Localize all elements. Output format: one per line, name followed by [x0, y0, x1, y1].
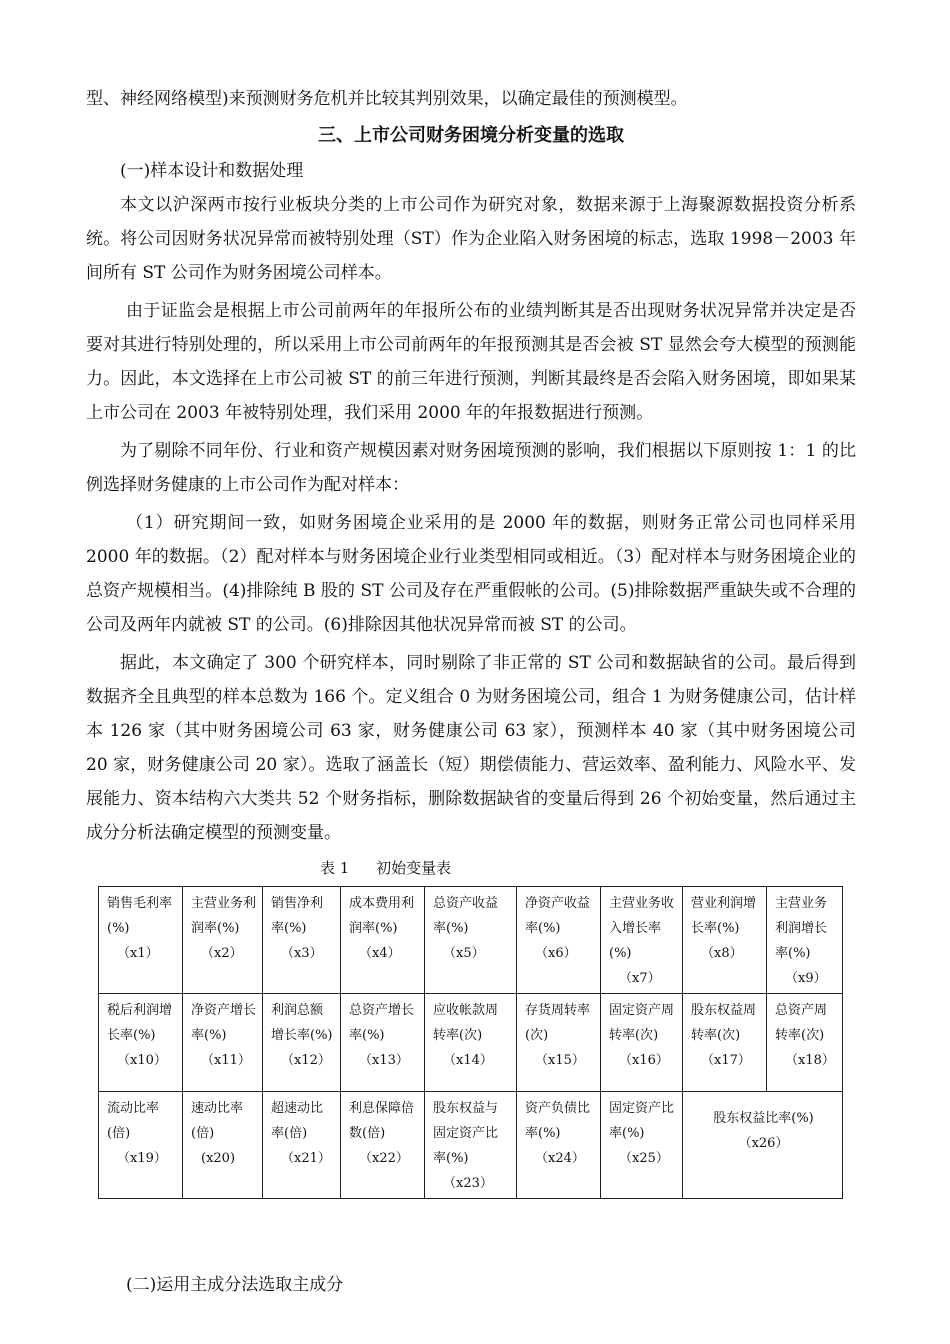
- table-cell: 超速动比率(倍) （x21）: [263, 1092, 341, 1199]
- table-cell: 存货周转率(次) （x15）: [517, 994, 601, 1092]
- table-title: 初始变量表: [376, 859, 452, 877]
- table-cell: 总资产增长率(%) （x13）: [341, 994, 425, 1092]
- table-cell: 净资产增长率(%) （x11）: [183, 994, 263, 1092]
- table-cell: 税后利润增长率(%) （x10）: [99, 994, 183, 1092]
- initial-variables-table: [98, 886, 843, 1199]
- table-cell: 速动比率(倍) (x20): [183, 1092, 263, 1199]
- section-heading: 三、上市公司财务困境分析变量的选取: [318, 125, 624, 146]
- table-caption: [320, 854, 856, 882]
- table-cell: 利润总额增长率(%) （x12）: [263, 994, 341, 1092]
- paragraph-sample-summary: 据此，本文确定了 300 个研究样本，同时剔除了非正常的 ST 公司和数据缺省的公司。最后得到数据齐全且典型的样本总数为 166 个。定义组合 0 为财务困境公司，组合 1 为财务健康公司，估计样本 126 家（其中财务困境公司 63 家，财务健康公司 63 家），预测样本 40 家（其中财务困境公司 20 家，财务健康公司 20 家）。选取了涵盖长（短）期偿债能力、营运效率、盈利能力、风险水平、发展能力、资本结构六大类共 52 个财务指标，删除数据缺省的变量后得到 26 个初始变量，然后通过主成分分析法确定模型的预测变量。: [86, 653, 856, 843]
- subsection-heading-1: (一)样本设计和数据处理: [120, 161, 304, 181]
- subsection-heading-2: (二)运用主成分法选取主成分: [126, 1275, 344, 1295]
- table-cell: 主营业务利润增长率(%) （x9）: [767, 887, 843, 994]
- table-cell: 销售毛利率(%) （x1）: [99, 887, 183, 994]
- table-cell: 销售净利率(%) （x3）: [263, 887, 341, 994]
- table-cell: 固定资产比率(%) （x25）: [601, 1092, 683, 1199]
- table-row: [99, 887, 843, 994]
- paragraph-data-source: 本文以沪深两市按行业板块分类的上市公司作为研究对象，数据来源于上海聚源数据投资分析系统。将公司因财务状况异常而被特别处理（ST）作为企业陷入财务困境的标志，选取 1998－2003 年间所有 ST 公司作为财务困境公司样本。: [86, 195, 856, 283]
- table-number: 表 1: [320, 859, 350, 877]
- table-row: [99, 1092, 843, 1199]
- table-cell: 总资产收益率(%) （x5）: [425, 887, 517, 994]
- table-cell-merged: 股东权益比率(%) （x26）: [683, 1092, 843, 1199]
- table-cell: 净资产收益率(%) （x6）: [517, 887, 601, 994]
- table-cell: 主营业务收入增长率(%) （x7）: [601, 887, 683, 994]
- table-cell: 股东权益周转率(次) （x17）: [683, 994, 767, 1092]
- table-cell: 成本费用利润率(%) （x4）: [341, 887, 425, 994]
- document-page: [86, 82, 856, 1199]
- table-cell: 总资产周转率(次) （x18）: [767, 994, 843, 1092]
- table-cell: 固定资产周转率(次) （x16）: [601, 994, 683, 1092]
- table-cell: 应收帐款周转率(次) （x14）: [425, 994, 517, 1092]
- table-cell: 资产负债比率(%) （x24）: [517, 1092, 601, 1199]
- paragraph-continued: 型、神经网络模型)来预测财务危机并比较其判别效果，以确定最佳的预测模型。: [86, 89, 688, 109]
- paragraph-matching-principle: 为了剔除不同年份、行业和资产规模因素对财务困境预测的影响，我们根据以下原则按 1：1 的比例选择财务健康的上市公司作为配对样本：: [86, 441, 856, 495]
- table-row: [99, 994, 843, 1092]
- paragraph-matching-criteria: （1）研究期间一致，如财务困境企业采用的是 2000 年的数据，则财务正常公司也同样采用 2000 年的数据。（2）配对样本与财务困境企业行业类型相同或相近。（3）配对样本与财务困境企业的总资产规模相当。(4)排除纯 B 股的 ST 公司及存在严重假帐的公司。(5)排除数据严重缺失或不合理的公司及两年内就被 ST 的公司。(6)排除因其他状况异常而被 ST 的公司。: [86, 513, 856, 635]
- table-cell: 利息保障倍数(倍) （x22）: [341, 1092, 425, 1199]
- table-cell: 营业利润增长率(%) （x8）: [683, 887, 767, 994]
- paragraph-prediction-window: 由于证监会是根据上市公司前两年的年报所公布的业绩判断其是否出现财务状况异常并决定是否要对其进行特别处理的，所以采用上市公司前两年的年报预测其是否会被 ST 显然会夸大模型的预测能力。因此，本文选择在上市公司被 ST 的前三年进行预测，判断其最终是否会陷入财务困境，即如果某上市公司在 2003 年被特别处理，我们采用 2000 年的年报数据进行预测。: [86, 301, 856, 423]
- table-cell: 流动比率(倍) （x19）: [99, 1092, 183, 1199]
- table-cell: 主营业务利润率(%) （x2）: [183, 887, 263, 994]
- table-cell: 股东权益与固定资产比率(%) （x23）: [425, 1092, 517, 1199]
